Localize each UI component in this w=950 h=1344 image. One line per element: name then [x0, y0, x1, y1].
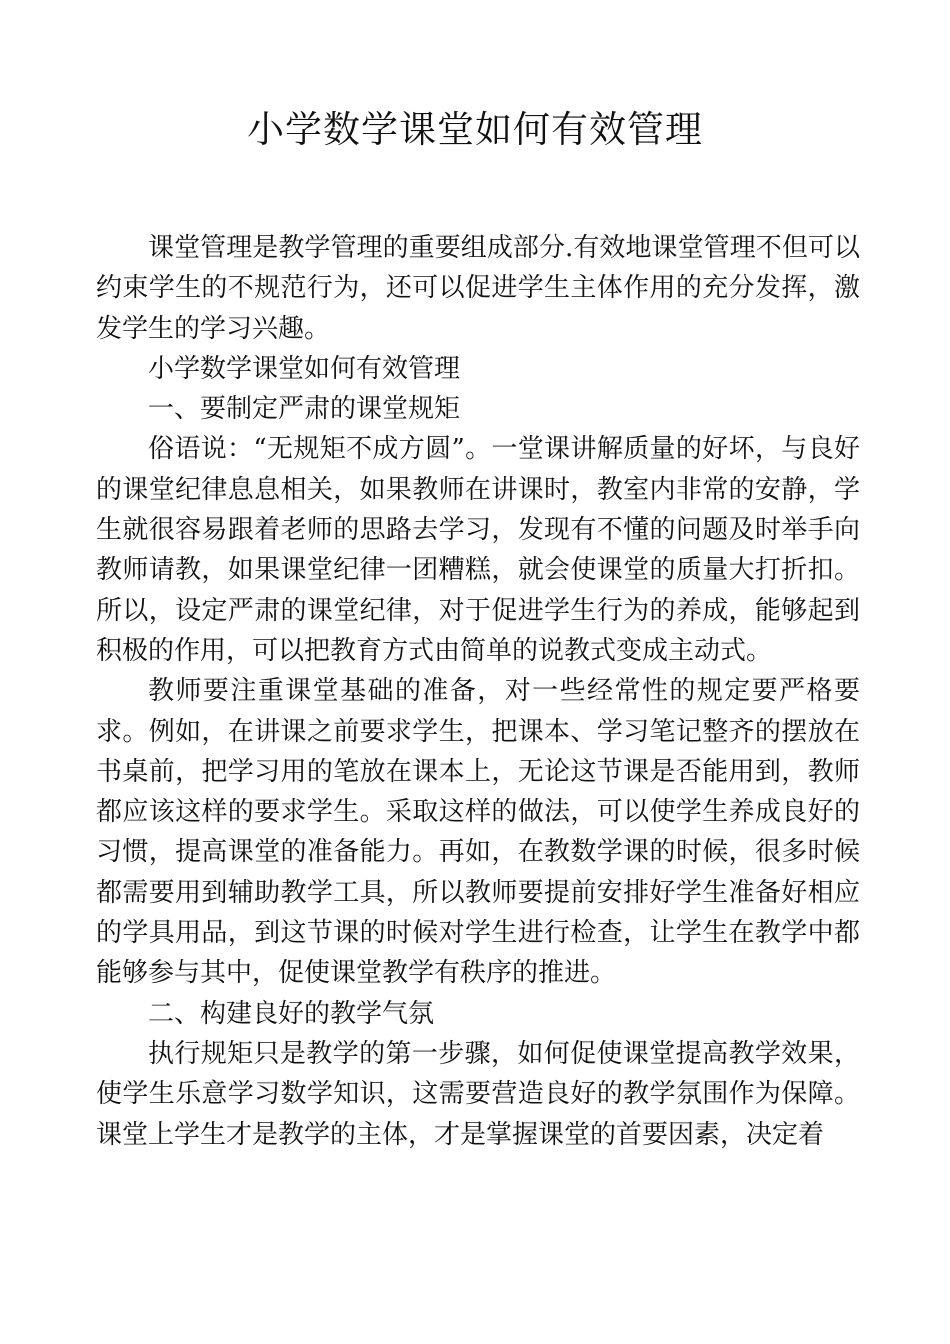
paragraph-subtitle: 小学数学课堂如何有效管理: [148, 353, 461, 384]
section-heading-1: 一、要制定严肃的课堂规矩: [148, 394, 461, 425]
document-title: 小学数学课堂如何有效管理: [247, 108, 703, 151]
paragraph-section-1-b: 教师要注重课堂基础的准备，对一些经常性的规定要严格要求。例如，在讲课之前要求学生，把课本、学习笔记整齐的摆放在书桌前，把学习用的笔放在课本上，无论这节课是否能用到，教师都应该这样的要求学生。采取这样的做法，可以使学生养成良好的习惯，提高课堂的准备能力。再如，在教数学课的时候，很多时候都需要用到辅助教学工具，所以教师要提前安排好学生准备好相应的学具用品，到这节课的时候对学生进行检查，让学生在教学中都能够参与其中，促使课堂教学有秩序的推进。: [96, 676, 860, 989]
paragraph-intro: 课堂管理是教学管理的重要组成部分.有效地课堂管理不但可以约束学生的不规范行为，还可以促进学生主体作用的充分发挥，激发学生的学习兴趣。: [96, 233, 860, 344]
paragraph-section-1-a: 俗语说：“无规矩不成方圆”。一堂课讲解质量的好坏，与良好的课堂纪律息息相关，如果教师在讲课时，教室内非常的安静，学生就很容易跟着老师的思路去学习，发现有不懂的问题及时举手向教师请教，如果课堂纪律一团糟糕，就会使课堂的质量大打折扣。所以，设定严肃的课堂纪律，对于促进学生行为的养成，能够起到积极的作用，可以把教育方式由简单的说教式变成主动式。: [96, 434, 860, 666]
document-body: [96, 228, 860, 1155]
section-heading-2: 二、构建良好的教学气氛: [148, 998, 435, 1029]
paragraph-section-2-a: 执行规矩只是教学的第一步骤，如何促使课堂提高教学效果，使学生乐意学习数学知识，这需要营造良好的教学氛围作为保障。课堂上学生才是教学的主体，才是掌握课堂的首要因素，决定着: [96, 1038, 860, 1150]
